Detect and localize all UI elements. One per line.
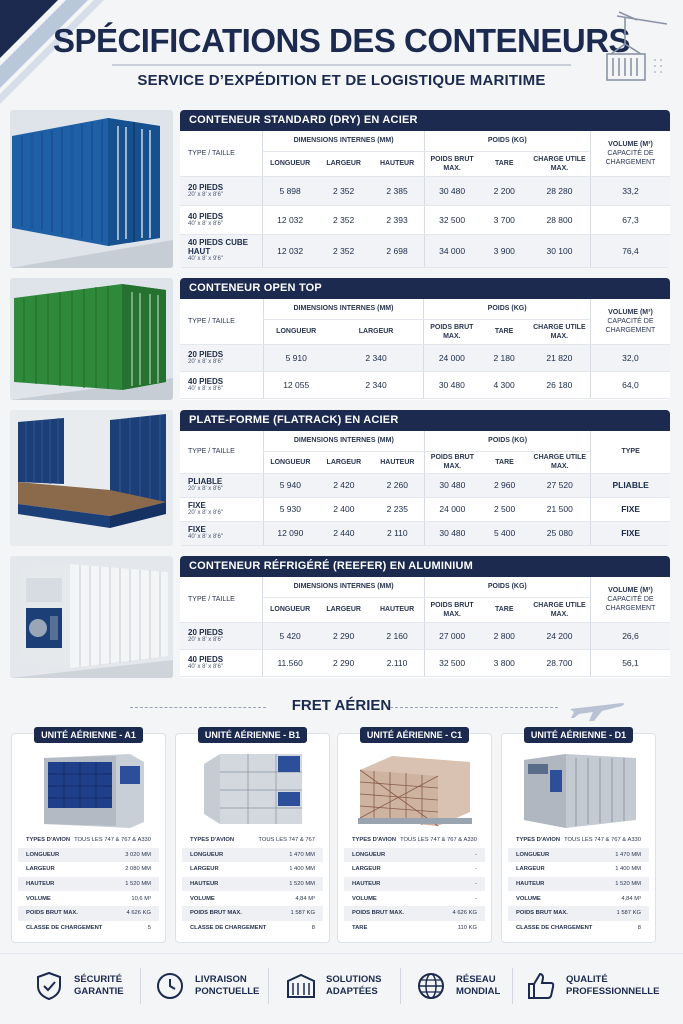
shield-check-icon: [34, 971, 64, 1001]
card-spec-list: [18, 833, 159, 935]
air-unit-card-d1: [501, 730, 656, 943]
table-cell: 28 280: [529, 176, 590, 205]
table-row: [180, 234, 670, 267]
table-cell: 2 400: [317, 497, 371, 521]
table-row: [180, 497, 670, 521]
volume-header: VOLUME (M³) CAPACITÉ DE CHARGEMENT: [590, 131, 670, 176]
list-item: TARE 110 KG: [352, 924, 477, 931]
feature-line: SÉCURITÉ: [74, 974, 123, 985]
table-cell: 24 200: [529, 622, 590, 649]
flatrack-container-icon: [10, 410, 173, 546]
type-size-header: TYPE / TAILLE: [180, 131, 263, 176]
footer-features: [0, 953, 683, 1024]
volume-header: VOLUME (M³) CAPACITÉ DE CHARGEMENT: [590, 577, 670, 622]
table-cell: 28.700: [529, 649, 590, 676]
table-cell: 12 090: [263, 521, 317, 545]
table-cell: 2 160: [370, 622, 424, 649]
table-cell: 2 800: [480, 622, 529, 649]
divider-line: [390, 707, 558, 708]
col-header: LARGEUR: [317, 597, 371, 622]
table-cell: 32,0: [590, 344, 670, 371]
type-dims: 40' x 8' x 8'6": [188, 220, 223, 227]
type-name: 20 PIEDS: [188, 182, 224, 192]
col-header: LONGUEUR: [263, 597, 317, 622]
table-cell: 56,1: [590, 649, 670, 676]
type-dims: 20' x 8' x 8'6": [188, 510, 223, 516]
table-cell: 27 520: [529, 473, 590, 497]
list-item: CLASSE DE CHARGEMENT 5: [26, 924, 151, 931]
table-cell: 2 698: [370, 234, 424, 267]
table-row: [180, 205, 670, 234]
list-item: HAUTEUR 1 520 MM: [18, 877, 159, 892]
section-dry-container: [10, 110, 670, 268]
list-item: POIDS BRUT MAX. 1 587 KG: [508, 906, 649, 921]
type-name: 40 PIEDS: [188, 376, 224, 386]
container-icon: [286, 971, 316, 1001]
dims-group-header: DIMENSIONS INTERNES (MM): [263, 431, 424, 451]
photo-open-top-container: [10, 278, 173, 400]
table-row: [180, 176, 670, 205]
col-header: LARGEUR: [329, 319, 424, 344]
col-header: LARGEUR: [317, 451, 371, 473]
list-item: LARGEUR 2 080 MM: [26, 866, 151, 873]
type-name: 20 PIEDS: [188, 627, 224, 637]
list-item: TYPES D'AVION TOUS LES 747 & 767: [190, 837, 315, 844]
dims-group-header: DIMENSIONS INTERNES (MM): [263, 577, 424, 597]
table-cell: 3 700: [480, 205, 529, 234]
feature-line: QUALITÉ: [566, 974, 608, 985]
table-row: [180, 344, 670, 371]
feature-line: ADAPTÉES: [326, 986, 378, 997]
type-dims: 40' x 8' x 9'6": [188, 256, 223, 262]
table-cell: 30 480: [424, 176, 479, 205]
weights-group-header: POIDS (KG): [424, 131, 590, 151]
table-cell: 2 960: [480, 473, 529, 497]
col-header: CHARGE UTILE MAX.: [529, 151, 590, 176]
col-header: TARE: [480, 451, 529, 473]
table-cell: 32 500: [424, 649, 479, 676]
air-pallet-c1-icon: [352, 748, 479, 830]
thumbs-up-icon: [526, 971, 556, 1001]
type-name: FIXE: [188, 525, 206, 534]
table-cell: 67,3: [590, 205, 670, 234]
table-cell: 2 352: [317, 176, 371, 205]
card-title: UNITÉ AÉRIENNE - A1: [34, 727, 143, 743]
list-item: TYPES D'AVION TOUS LES 747 & 767 & A330: [352, 837, 477, 844]
section-title: CONTENEUR OPEN TOP: [180, 278, 670, 299]
air-unit-card-a1: [11, 730, 166, 943]
type-dims: 20' x 8' x 8'6": [188, 191, 223, 198]
reefer-container-icon: [10, 556, 173, 678]
clock-icon: [155, 971, 185, 1001]
table-cell: 2 200: [480, 176, 529, 205]
divider: [400, 968, 401, 1004]
feature-delivery: [155, 964, 259, 1008]
table-row: [180, 649, 670, 676]
feature-security: [34, 964, 124, 1008]
col-header: TARE: [480, 151, 529, 176]
list-item: LONGUEUR 1 470 MM: [508, 848, 649, 863]
col-header: POIDS BRUT MAX.: [424, 597, 479, 622]
list-item: VOLUME 4,84 M³: [190, 895, 315, 902]
table-cell: 21 820: [529, 344, 591, 371]
table-cell: 25 080: [529, 521, 590, 545]
panel-open-top-specs: [180, 278, 670, 400]
col-header: TARE: [479, 319, 529, 344]
dims-group-header: DIMENSIONS INTERNES (MM): [263, 299, 424, 319]
table-cell: 5 400: [480, 521, 529, 545]
table-cell: 26 180: [529, 371, 591, 398]
panel-flatrack-specs: [180, 410, 670, 546]
type-dims: 20' x 8' x 8'6": [188, 358, 223, 365]
table-cell: 24 000: [424, 497, 479, 521]
table-cell: 2 260: [371, 473, 425, 497]
feature-line: LIVRAISON: [195, 974, 247, 985]
feature-network: [416, 964, 500, 1008]
page-subtitle: SERVICE D’EXPÉDITION ET DE LOGISTIQUE MARITIME: [137, 72, 546, 89]
card-spec-list: [508, 833, 649, 935]
table-cell: 2 352: [317, 234, 371, 267]
photo-dry-container: [10, 110, 173, 268]
col-header: TARE: [480, 597, 529, 622]
air-freight-header: [0, 693, 683, 721]
table-cell: 2 420: [317, 473, 371, 497]
page-header: [0, 0, 683, 100]
feature-line: PONCTUELLE: [195, 986, 260, 997]
table-cell: 2 110: [371, 521, 425, 545]
crane-container-icon: [597, 10, 669, 90]
type-name: FIXE: [188, 501, 206, 510]
feature-line: GARANTIE: [74, 986, 124, 997]
title-divider: [112, 64, 571, 66]
spec-table-open-top: [180, 299, 670, 399]
table-cell: PLIABLE: [591, 473, 670, 497]
dims-group-header: DIMENSIONS INTERNES (MM): [263, 131, 424, 151]
table-cell: 24 000: [424, 344, 480, 371]
table-cell: FIXE: [591, 497, 670, 521]
table-cell: 26,6: [590, 622, 670, 649]
type-name: 20 PIEDS: [188, 349, 224, 359]
weights-group-header: POIDS (KG): [424, 299, 591, 319]
feature-quality: [526, 964, 659, 1008]
list-item: LARGEUR -: [352, 866, 477, 873]
table-row: [180, 622, 670, 649]
table-cell: 30 480: [424, 521, 479, 545]
table-cell: 30 100: [529, 234, 590, 267]
list-item: LARGEUR 1 400 MM: [516, 866, 641, 873]
air-freight-title: FRET AÉRIEN: [291, 697, 392, 714]
table-cell: 33,2: [590, 176, 670, 205]
type-dims: 40' x 8' x 8'6": [188, 534, 223, 540]
section-flatrack: [10, 410, 670, 546]
list-item: LARGEUR 1 400 MM: [190, 866, 315, 873]
air-container-b1-icon: [190, 748, 317, 830]
feature-solutions: [286, 964, 381, 1008]
table-cell: 2 180: [479, 344, 529, 371]
feature-line: SOLUTIONS: [326, 974, 382, 985]
table-cell: FIXE: [591, 521, 670, 545]
col-header: POIDS BRUT MAX.: [424, 451, 479, 473]
panel-dry-specs: [180, 110, 670, 268]
list-item: VOLUME -: [352, 895, 477, 902]
type-header: TYPE: [591, 431, 670, 473]
list-item: HAUTEUR -: [344, 877, 485, 892]
table-row: [180, 371, 670, 398]
table-cell: 27 000: [424, 622, 479, 649]
type-dims: 20' x 8' x 8'6": [188, 486, 223, 492]
section-title: CONTENEUR STANDARD (DRY) EN ACIER: [180, 110, 670, 131]
table-cell: 12 032: [263, 205, 317, 234]
table-cell: 2 352: [317, 205, 371, 234]
airplane-icon: [566, 693, 626, 723]
type-dims: 40' x 8' x 8'6": [188, 385, 223, 392]
col-header: CHARGE UTILE MAX.: [529, 451, 590, 473]
divider: [140, 968, 141, 1004]
table-cell: 5 910: [263, 344, 329, 371]
list-item: HAUTEUR 1 520 MM: [182, 877, 323, 892]
list-item: TYPES D'AVION TOUS LES 747 & 767 & A330: [26, 837, 151, 844]
list-item: TYPES D'AVION TOUS LES 747 & 767 & A330: [516, 837, 641, 844]
type-dims: 40' x 8' x 8'6": [188, 663, 223, 670]
section-reefer-container: [10, 556, 670, 678]
list-item: CLASSE DE CHARGEMENT 8: [190, 924, 315, 931]
blue-dry-container-icon: [10, 110, 173, 268]
table-cell: 28 800: [529, 205, 590, 234]
table-cell: 30 480: [424, 371, 480, 398]
table-cell: 2 290: [317, 622, 371, 649]
table-cell: 2 290: [317, 649, 371, 676]
photo-flatrack: [10, 410, 173, 546]
col-header: CHARGE UTILE MAX.: [529, 597, 590, 622]
volume-header: VOLUME (M³) CAPACITÉ DE CHARGEMENT: [590, 299, 670, 344]
card-title: UNITÉ AÉRIENNE - C1: [360, 727, 469, 743]
feature-line: MONDIAL: [456, 986, 501, 997]
list-item: LONGUEUR -: [344, 848, 485, 863]
list-item: POIDS BRUT MAX. 4 626 KG: [18, 906, 159, 921]
list-item: LONGUEUR 1 470 MM: [182, 848, 323, 863]
col-header: POIDS BRUT MAX.: [424, 151, 479, 176]
section-open-top-container: [10, 278, 670, 400]
card-spec-list: [182, 833, 323, 935]
table-cell: 2 235: [371, 497, 425, 521]
table-cell: 21 500: [529, 497, 590, 521]
air-unit-card-b1: [175, 730, 330, 943]
weights-group-header: POIDS (KG): [424, 431, 590, 451]
list-item: CLASSE DE CHARGEMENT 8: [516, 924, 641, 931]
col-header: LARGEUR: [317, 151, 371, 176]
table-cell: 64,0: [590, 371, 670, 398]
table-cell: 2 340: [329, 344, 424, 371]
table-cell: 2 340: [329, 371, 424, 398]
card-title: UNITÉ AÉRIENNE - B1: [198, 727, 307, 743]
list-item: LONGUEUR 3 020 MM: [18, 848, 159, 863]
type-dims: 20' x 8' x 8'6": [188, 636, 223, 643]
table-cell: 5 930: [263, 497, 317, 521]
list-item: POIDS BRUT MAX. 4 626 KG: [344, 906, 485, 921]
air-container-d1-icon: [516, 748, 643, 830]
table-cell: 5 898: [263, 176, 317, 205]
table-cell: 4 300: [479, 371, 529, 398]
type-size-header: TYPE / TAILLE: [180, 299, 263, 344]
table-cell: 2 393: [370, 205, 424, 234]
table-cell: 34 000: [424, 234, 479, 267]
col-header: LONGUEUR: [263, 319, 329, 344]
table-cell: 2 500: [480, 497, 529, 521]
air-container-a1-icon: [26, 748, 153, 830]
table-row: [180, 521, 670, 545]
col-header: LONGUEUR: [263, 151, 317, 176]
table-row: [180, 473, 670, 497]
air-unit-card-c1: [337, 730, 492, 943]
page-title: SPÉCIFICATIONS DES CONTENEURS: [52, 22, 631, 59]
table-cell: 5 940: [263, 473, 317, 497]
feature-line: PROFESSIONNELLE: [566, 986, 660, 997]
type-size-header: TYPE / TAILLE: [180, 431, 263, 473]
type-name: 40 PIEDS: [188, 211, 224, 221]
type-name: 40 PIEDS: [188, 654, 224, 664]
panel-reefer-specs: [180, 556, 670, 678]
col-header: POIDS BRUT MAX.: [424, 319, 480, 344]
col-header: CHARGE UTILE MAX.: [529, 319, 591, 344]
col-header: HAUTEUR: [370, 151, 424, 176]
section-title: PLATE-FORME (FLATRACK) EN ACIER: [180, 410, 670, 431]
card-title: UNITÉ AÉRIENNE - D1: [524, 727, 633, 743]
table-cell: 32 500: [424, 205, 479, 234]
table-cell: 3 800: [480, 649, 529, 676]
table-cell: 76,4: [590, 234, 670, 267]
feature-line: RÉSEAU: [456, 974, 496, 985]
globe-icon: [416, 971, 446, 1001]
table-cell: 11.560: [263, 649, 317, 676]
list-item: VOLUME 10,6 M³: [26, 895, 151, 902]
weights-group-header: POIDS (KG): [424, 577, 590, 597]
col-header: HAUTEUR: [371, 451, 425, 473]
list-item: HAUTEUR 1 520 MM: [508, 877, 649, 892]
divider: [268, 968, 269, 1004]
table-cell: 2.110: [370, 649, 424, 676]
col-header: LONGUEUR: [263, 451, 317, 473]
col-header: HAUTEUR: [370, 597, 424, 622]
list-item: POIDS BRUT MAX. 1 587 KG: [182, 906, 323, 921]
table-cell: 2 440: [317, 521, 371, 545]
divider: [512, 968, 513, 1004]
spec-table-reefer: [180, 577, 670, 677]
table-cell: 30 480: [424, 473, 479, 497]
table-cell: 12 055: [263, 371, 329, 398]
type-name: 40 PIEDS CUBE HAUT: [188, 238, 249, 256]
section-title: CONTENEUR RÉFRIGÉRÉ (REEFER) EN ALUMINIUM: [180, 556, 670, 577]
green-open-top-container-icon: [10, 278, 173, 400]
card-spec-list: [344, 833, 485, 935]
table-cell: 3 900: [480, 234, 529, 267]
table-cell: 12 032: [263, 234, 317, 267]
type-size-header: TYPE / TAILLE: [180, 577, 263, 622]
list-item: VOLUME 4,84 M³: [516, 895, 641, 902]
spec-table-dry: [180, 131, 670, 268]
table-cell: 5 420: [263, 622, 317, 649]
table-cell: 2 385: [370, 176, 424, 205]
photo-reefer-container: [10, 556, 173, 678]
type-name: PLIABLE: [188, 477, 223, 486]
spec-table-flatrack: [180, 431, 670, 546]
